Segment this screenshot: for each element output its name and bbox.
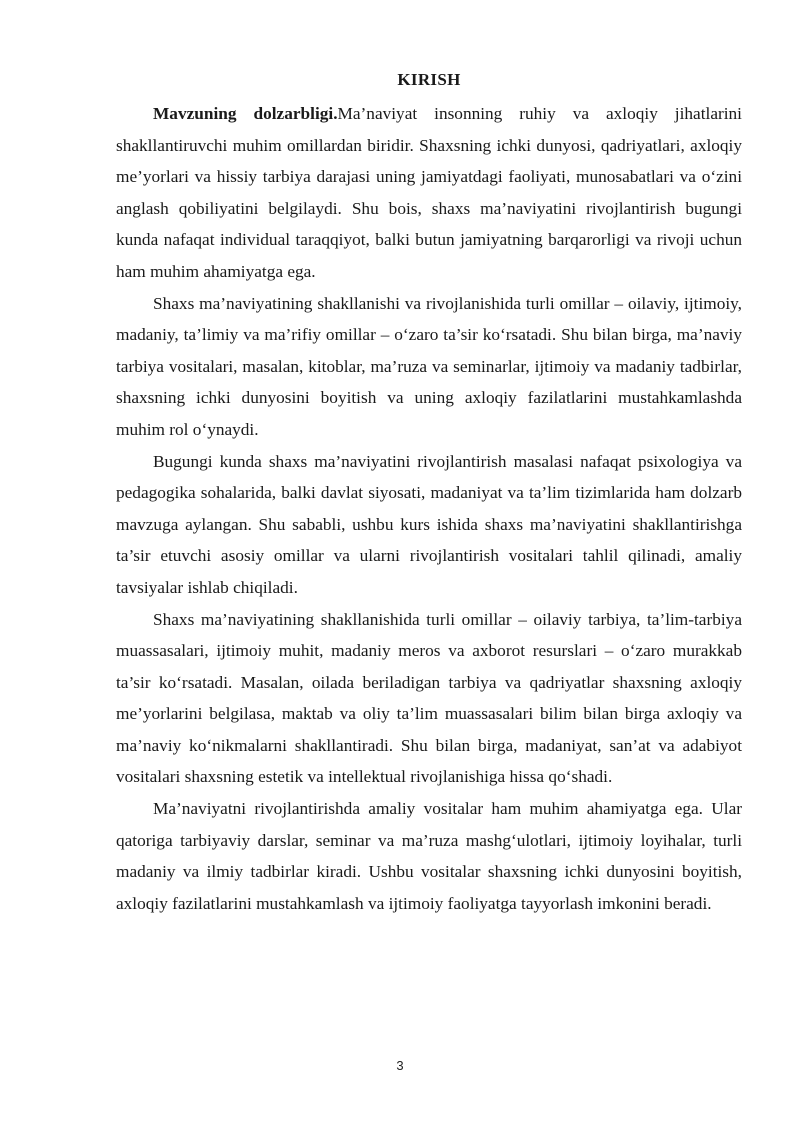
paragraph-lead: Mavzuning dolzarbligi. bbox=[153, 104, 338, 123]
paragraph: Shaxs ma’naviyatining shakllanishi va rivojlanishida turli omillar – oilaviy, ijtimoiy, madaniy, ta’limiy va ma’rifiy omillar – o‘zaro ta’sir ko‘rsatadi. Shu bilan birga, ma’naviy tarbiya vositalari, masalan, kitoblar, ma’ruza va seminarlar, ijtimoiy va madaniy tadbirlar, shaxsning ichki dunyosini boyitish va uning axloqiy fazilatlarini mustahkamlashda muhim rol o‘ynaydi. bbox=[116, 293, 742, 439]
paragraph: Shaxs ma’naviyatining shakllanishida turli omillar – oilaviy tarbiya, ta’lim-tarbiya muassasalari, ijtimoiy muhit, madaniy meros va axborot resurslari – o‘zaro murakkab ta’sir ko‘rsatadi. Masalan, oilada beriladigan tarbiya va qadriyatlar shaxsning axloqiy me’yorlarini belgilasa, maktab va oliy ta’lim muassasalari bilim bilan birga axloqiy va ma’naviy ko‘nikmalarni shakllantiradi. Shu bilan birga, madaniyat, san’at va adabiyot vositalari shaxsning estetik va intellektual rivojlanishiga hissa qo‘shadi. bbox=[116, 609, 742, 787]
page-content bbox=[116, 70, 742, 919]
paragraph-relevance bbox=[116, 98, 742, 288]
page-number: 3 bbox=[396, 1058, 404, 1073]
paragraph: Ma’naviyatni rivojlantirishda amaliy vositalar ham muhim ahamiyatga ega. Ular qatoriga tarbiyaviy darslar, seminar va ma’ruza mashg‘ulotlari, ijtimoiy loyihalar, turli madaniy va ilmiy tadbirlar kiradi. Ushbu vositalar shaxsning ichki dunyosini boyitish, axloqiy fazilatlarini mustahkamlash va ijtimoiy faoliyatga tayyorlash imkonini beradi. bbox=[116, 799, 742, 913]
paragraph: Bugungi kunda shaxs ma’naviyatini rivojlantirish masalasi nafaqat psixologiya va pedagogika sohalarida, balki davlat siyosati, madaniyat va ta’lim tizimlarida ham dolzarb mavzuga aylangan. Shu sababli, ushbu kurs ishida shaxs ma’naviyatini shakllantirishga ta’sir etuvchi asosiy omillar va ularni rivojlantirish vositalari tahlil qilinadi, amaliy tavsiyalar ishlab chiqiladi. bbox=[116, 451, 742, 597]
section-heading: KIRISH bbox=[397, 70, 461, 89]
paragraph-text: Ma’naviyat insonning ruhiy va axloqiy jihatlarini shakllantiruvchi muhim omillardan biridir. Shaxsning ichki dunyosi, qadriyatlari, axloqiy me’yorlari va hissiy tarbiya darajasi uning jamiyatdagi faoliyati, munosabatlari va o‘zini anglash qobiliyatini belgilaydi. Shu bois, shaxs ma’naviyatini rivojlantirish bugungi kunda nafaqat individual taraqqiyot, balki butun jamiyatning barqarorligi va rivoji uchun ham muhim ahamiyatga ega. bbox=[116, 104, 742, 281]
